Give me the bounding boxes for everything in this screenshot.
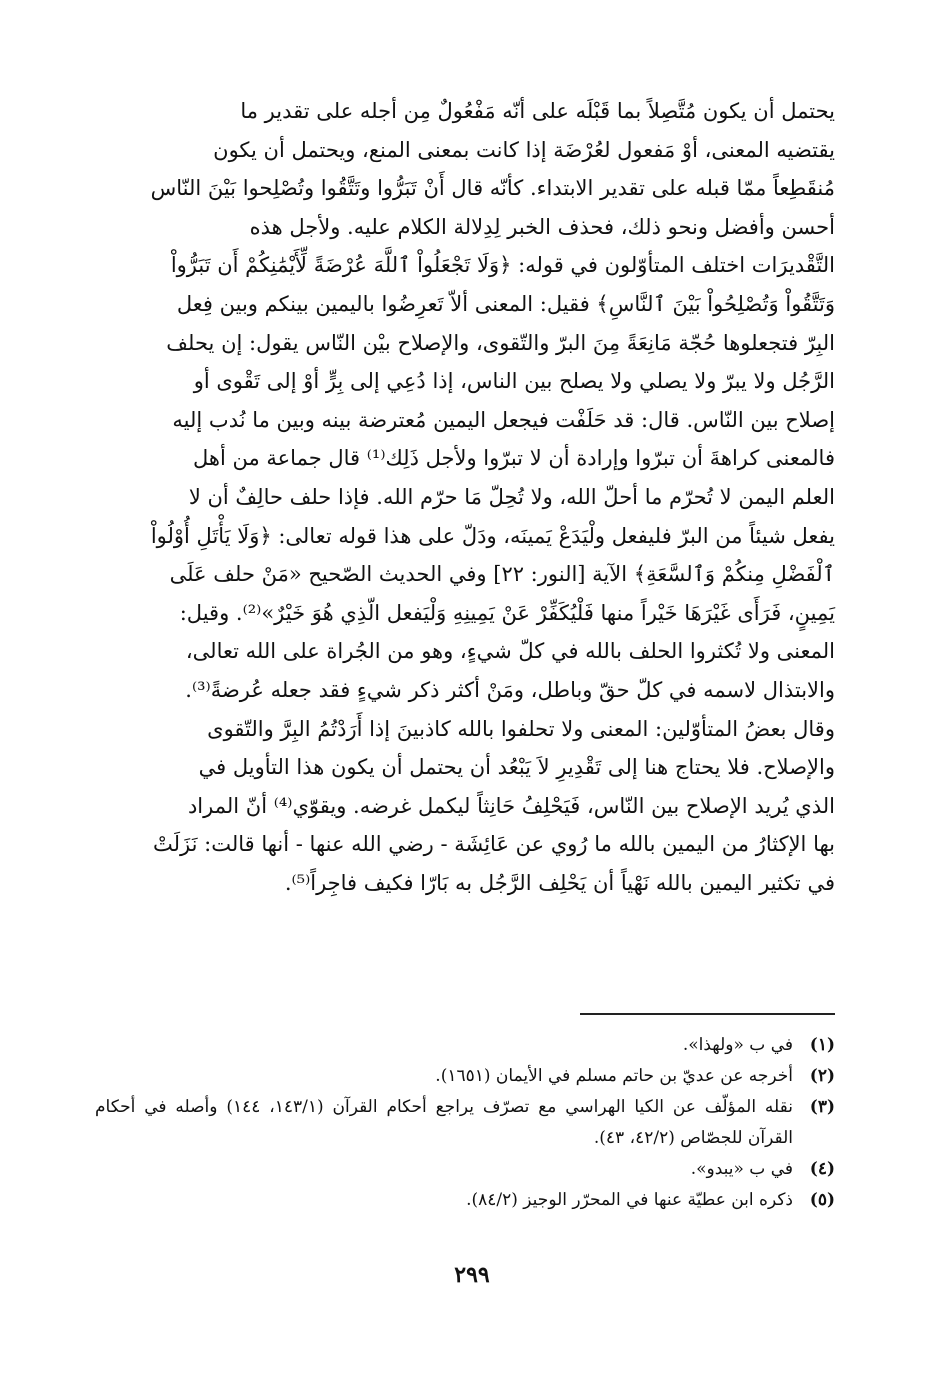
text-line: يَمِينٍ، فَرَأَى غَيْرَهَا خَيْراً منها فَلْيُكَفِّرْ عَنْ يَمِينِهِ وَلْيَفعل الّذِي هُوَ خَيْرٌ»⁽²⁾. وقيل: (179, 600, 835, 625)
text-line: وَتَتَّقُواْ وَتُصْلِحُواْ بَيْنَ ٱلنَّاسِ﴾ فقيل: المعنى ألاّ تَعرِضُوا باليمين بينكم وبين فِعل (176, 291, 835, 316)
footnote-text: في ب «ولهذا». (682, 1035, 793, 1055)
text-line: الرَّجُل ولا يبرّ ولا يصلي ولا يصلح بين الناس، إذا دُعِي إلى بِرٍّ أوْ إلى تَقْوى أو (193, 369, 835, 394)
footnote (95, 1154, 835, 1185)
footnote (95, 1092, 835, 1154)
footnote-text: في ب «يبدو». (690, 1159, 793, 1179)
footnote-number: (٤) (809, 1159, 835, 1179)
footnote-number: (٢) (809, 1066, 835, 1086)
text-line: والابتذال لاسمه في كلّ حقّ وباطل، ومَنْ أكثر ذكر شيءٍ فقد جعله عُرضةً⁽³⁾. (185, 677, 835, 702)
footnote-text: أخرجه عن عديّ بن حاتم مسلم في الأيمان (١٦٥١). (435, 1066, 793, 1086)
text-line: وقال بعضُ المتأوّلين: المعنى ولا تحلفوا بالله كاذبينَ إذا أَرَدْتُمُ البِرَّ والتّقوى (207, 716, 835, 741)
footnote (95, 1030, 835, 1061)
text-line: يفعل شيئاً من البرّ فليفعل ولْيَدَعْ يَمينَه، ودَلّ على هذا قوله تعالى: ﴿وَلَا يَأْتَلِ أُوْلُواْ (150, 523, 835, 548)
footnotes (95, 1030, 835, 1216)
footnote-text: نقله المؤلّف عن الكيا الهراسي مع تصرّف يراجع أحكام القرآن (١٤٣/١، ١٤٤) وأصله في أحكام القرآن للجصّاص (٤٢/٢، ٤٣). (95, 1097, 794, 1148)
text-line: إصلاح بين النّاس. قال: قد حَلَفْت فيجعل اليمين مُعترضة بينه وبين ما نُدب إليه (172, 407, 835, 432)
footnote-divider (580, 1013, 835, 1015)
text-line: بها الإكثارُ من اليمين بالله ما رُوي عن عَائِشَة - رضي الله عنها - أنها قالت: نَزَلَتْ (153, 832, 835, 857)
text-line: يحتمل أن يكون مُتَّصِلاً بما قَبْلَه على أنّه مَفْعُولٌ مِن أجله على تقدير ما (240, 99, 835, 123)
footnote-number: (٥) (809, 1190, 835, 1210)
footnote (95, 1061, 835, 1092)
footnote-text: ذكره ابن عطيّة عنها في المحرّر الوجيز (٨٤/٢). (466, 1190, 793, 1210)
footnote-number: (٣) (809, 1097, 835, 1117)
text-line: فالمعنى كراهةَ أن تبرّوا وإرادة أن لا تبرّوا ولأجل ذَلِك⁽¹⁾ قال جماعة من أهل (192, 446, 835, 471)
text-line: العلم اليمن لا تُحرّم ما أحلّ الله، ولا تُحِلّ مَا حرّم الله. فإذا حلف حالِفٌ أن لا (188, 484, 835, 509)
main-text-block (95, 92, 835, 902)
text-line: مُنقَطِعاً ممّا قبله على تقدير الابتداء. كأنّه قال أَنْ تَبَرُّوا وتَتَّقُوا وتُصْلِحوا بَيْنَ النّاس (150, 176, 835, 201)
text-line: الذي يُريد الإصلاح بين النّاس، فَيَحْلِفُ حَانِثاً ليكمل غرضه. ويقوّي⁽⁴⁾ أنّ المراد (187, 793, 835, 818)
footnote-number: (١) (809, 1035, 835, 1055)
page-number: ٢٩٩ (454, 1262, 490, 1288)
text-line: والإصلاح. فلا يحتاج هنا إلى تَقْدِيرِ لاَ يَبْعُد أن يحتمل أن يكون هذا التأويل في (198, 755, 835, 780)
text-line: التَّقْديرَات اختلف المتأوّلون في قوله: ﴿وَلَا تَجْعَلُواْ ٱللَّهَ عُرْضَةً لِّأَيْمَٰنِكُمْ أَن تَبَرُّواْ (170, 253, 835, 278)
text-line: يقتضيه المعنى، أوْ مَفعول لعُرْضَة إذا كانت بمعنى المنع، ويحتمل أن يكون (213, 137, 835, 162)
footnote (95, 1185, 835, 1216)
text-line: البِرّ فتجعلوها حُجّة مَانِعَةً مِنَ البرّ والتّقوى، والإصلاح بيْن النّاس يقول: إن يحلف (166, 330, 835, 355)
text-line: في تكثير اليمين بالله نَهْياً أن يَحْلِف الرَّجُل به بَارّا فكيف فاجِراً⁽⁵⁾. (284, 870, 835, 895)
text-line: المعنى ولا تُكثروا الحلف بالله في كلّ شيءٍ، وهو من الجُراة على الله تعالى، (185, 639, 835, 664)
text-line: أحسن وأفضل ونحو ذلك، فحذف الخبر لِدِلالة الكلام عليه. ولأجل هذه (249, 214, 835, 239)
text-line: ٱلْفَضْلِ مِنكُمْ وَٱلسَّعَةِ﴾ الآية [النور: ٢٢] وفي الحديث الصّحيح «مَنْ حلف عَلَى (169, 562, 835, 587)
